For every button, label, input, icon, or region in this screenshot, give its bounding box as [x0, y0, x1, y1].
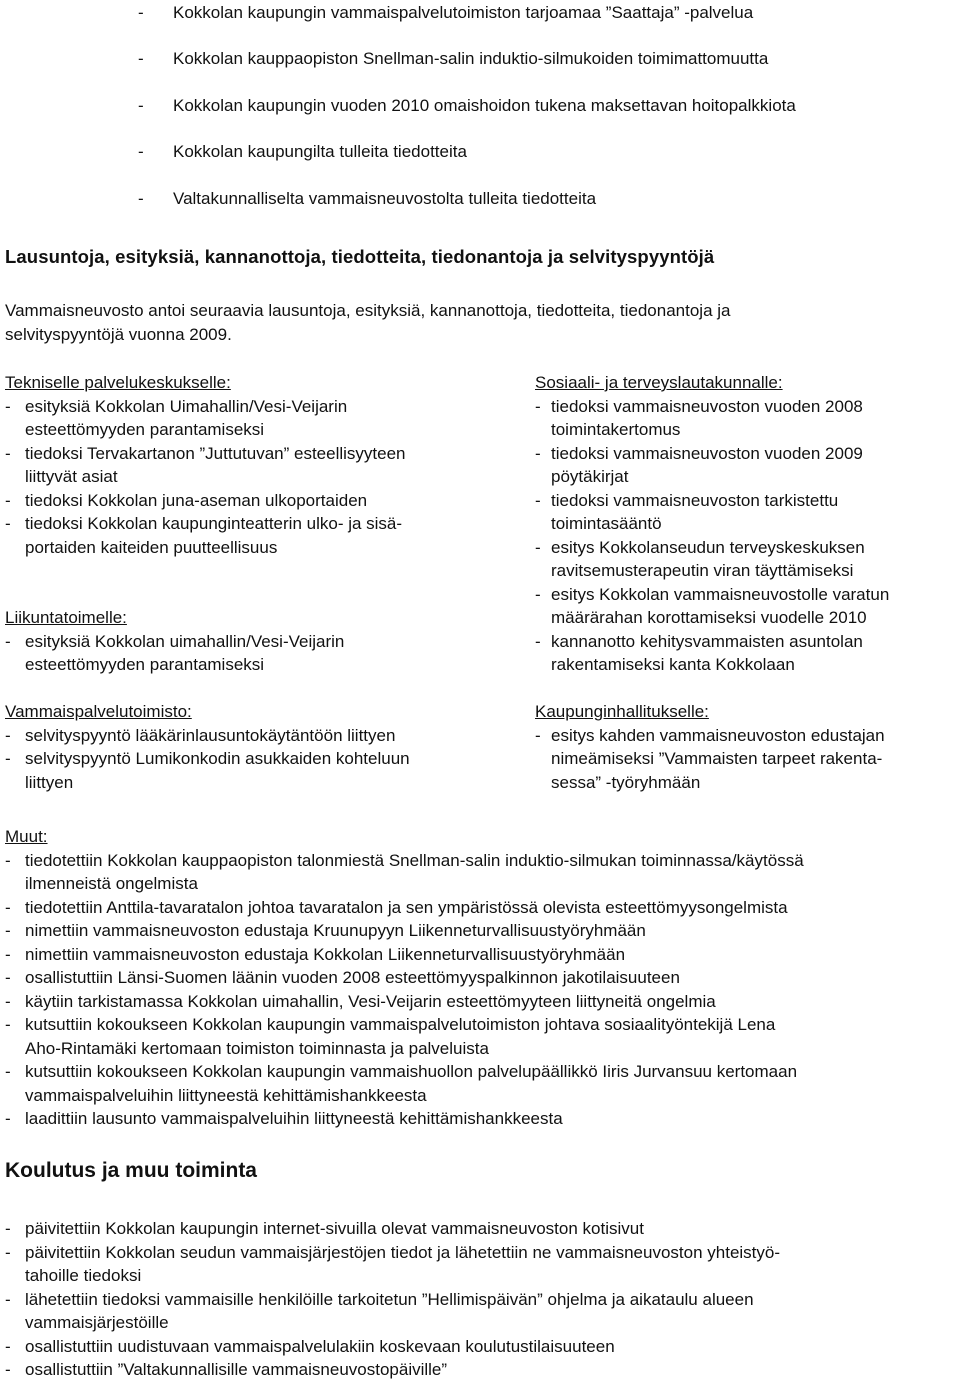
spacer [5, 677, 510, 701]
list-item [535, 536, 960, 583]
recipient-section [535, 700, 960, 794]
spacer [5, 559, 510, 606]
list-item-text: tiedoksi Tervakartanon ”Juttutuvan” esteellisyyteen liittyvät asiat [25, 443, 406, 486]
dash-bullet: - [5, 944, 11, 964]
list-item-text: lähetettiin tiedoksi vammaisille henkilöille tarkoitetun ”Hellimispäivän” ohjelma ja aikataulu alueen vammaisjärjestöille [25, 1289, 754, 1332]
dash-bullet: - [5, 1289, 11, 1309]
list-item [535, 583, 960, 630]
list-item [5, 1107, 960, 1131]
list-item [5, 512, 510, 559]
list-item-text: esityksiä Kokkolan uimahallin/Vesi-Veijarin esteettömyyden parantamiseksi [25, 631, 345, 674]
list-item-text: osallistuttiin ”Valtakunnallisille vammaisneuvostopäiville” [25, 1360, 448, 1379]
dash-bullet: - [5, 921, 11, 940]
dash-bullet: - [5, 631, 11, 651]
recipient-section [535, 371, 960, 677]
recipient-items [535, 724, 960, 795]
list-item [5, 747, 510, 794]
list-item [138, 140, 938, 186]
dash-bullet: - [5, 850, 11, 870]
recipient-title: Kaupunginhallitukselle: [535, 702, 709, 721]
other-section [5, 825, 960, 1131]
recipient-items [5, 630, 510, 677]
intro-line: selvityspyyntöjä vuonna 2009. [5, 324, 232, 344]
list-item [5, 1241, 960, 1288]
right-column [535, 371, 960, 794]
recipient-section [5, 700, 510, 794]
dash-bullet: - [535, 725, 541, 745]
recipient-items [5, 724, 510, 795]
other-title: Muut: [5, 827, 48, 846]
list-item-text: tiedotettiin Kokkolan kauppaopiston talonmiestä Snellman-salin induktio-silmukan toiminnassa/käytössä ilmenneistä ongelmista [25, 850, 804, 893]
dash-bullet: - [5, 1219, 11, 1238]
list-item-text: selvityspyyntö Lumikonkodin asukkaiden kohteluun liittyen [25, 749, 410, 792]
section-heading-training: Koulutus ja muu toiminta [5, 1159, 257, 1182]
recipient-title: Liikuntatoimelle: [5, 608, 127, 627]
dash-bullet: - [5, 1336, 11, 1356]
section-heading-statements: Lausuntoja, esityksiä, kannanottoja, tiedotteita, tiedonantoja ja selvityspyyntöjä [5, 246, 715, 267]
dash-bullet: - [138, 188, 144, 208]
dash-bullet: - [5, 514, 11, 533]
list-item [138, 1, 938, 47]
list-item-text: tiedoksi Kokkolan kaupunginteatterin ulko- ja sisä- portaiden kaiteiden puutteellisuus [25, 514, 403, 557]
list-item [5, 990, 960, 1014]
list-item-text: kutsuttiin kokoukseen Kokkolan kaupungin vammaishuollon palvelupäällikkö Iiris Jurvansuu kertomaan vammaispalveluihin liittyneestä kehittämishankkeesta [25, 1062, 798, 1105]
recipient-section [5, 606, 510, 677]
list-item [5, 1335, 960, 1359]
dash-bullet: - [535, 396, 541, 416]
other-items [5, 849, 960, 1131]
list-item [5, 943, 960, 967]
list-item-text: esitys Kokkolan vammaisneuvostolle varatun määrärahan korottamiseksi vuodelle 2010 [551, 584, 890, 627]
list-item-text: päivitettiin Kokkolan kaupungin internet-sivuilla olevat vammaisneuvoston kotisivut [25, 1219, 644, 1238]
list-item-text: tiedotettiin Anttila-tavaratalon johtoa tavaratalon ja sen ympäristössä olevista esteettömyysongelmista [25, 897, 788, 917]
dash-bullet: - [535, 584, 541, 604]
dash-bullet: - [535, 537, 541, 557]
recipient-items [535, 395, 960, 677]
list-item [5, 630, 510, 677]
list-item [5, 1288, 960, 1335]
list-item-text: tiedoksi vammaisneuvoston vuoden 2008 toimintakertomus [551, 396, 863, 439]
recipient-section [5, 371, 510, 559]
list-item [535, 442, 960, 489]
recipient-title: Vammaispalvelutoimisto: [5, 702, 192, 721]
dash-bullet: - [5, 396, 11, 416]
training-section [5, 1217, 960, 1382]
list-item-text: Kokkolan kaupungin vuoden 2010 omaishoidon tukena maksettavan hoitopalkkiota [173, 95, 796, 115]
dash-bullet: - [5, 725, 11, 745]
list-item-text: selvityspyyntö lääkärinlausuntokäytäntöön liittyen [25, 725, 396, 745]
dash-bullet: - [535, 631, 541, 651]
training-items [5, 1217, 960, 1382]
list-item [535, 395, 960, 442]
dash-bullet: - [138, 95, 144, 115]
list-item-text: kutsuttiin kokoukseen Kokkolan kaupungin vammaispalvelutoimiston johtava sosiaalityöntekijä Lena Aho-Rintamäki kertomaan toimiston toiminnasta ja palveluista [25, 1015, 776, 1058]
list-item [5, 1013, 960, 1060]
list-item-text: nimettiin vammaisneuvoston edustaja Kruunupyyn Liikenneturvallisuustyöryhmään [25, 921, 646, 940]
intro-paragraph [5, 299, 920, 346]
dash-bullet: - [535, 443, 541, 463]
left-column [5, 371, 510, 794]
list-item-text: esitys kahden vammaisneuvoston edustajan nimeämiseksi ”Vammaisten tarpeet rakenta- sessa” -työryhmään [551, 725, 885, 792]
list-item-text: kannanotto kehitysvammaisten asuntolan rakentamiseksi kanta Kokkolaan [551, 631, 863, 674]
list-item [5, 919, 960, 943]
list-item-text: Kokkolan kaupungin vammaispalvelutoimiston tarjoamaa ”Saattaja” -palvelua [173, 3, 754, 22]
dash-bullet: - [5, 1360, 11, 1379]
list-item-text: esitys Kokkolanseudun terveyskeskuksen ravitsemusterapeutin viran täyttämiseksi [551, 537, 865, 580]
dash-bullet: - [5, 1242, 11, 1262]
list-item [5, 1060, 960, 1107]
dash-bullet: - [138, 142, 144, 162]
list-item-text: nimettiin vammaisneuvoston edustaja Kokkolan Liikenneturvallisuustyöryhmään [25, 944, 626, 964]
list-item-text: osallistuttiin uudistuvaan vammaispalvelulakiin koskevaan koulutustilaisuuteen [25, 1336, 615, 1356]
list-item-text: tiedoksi vammaisneuvoston vuoden 2009 pöytäkirjat [551, 443, 863, 486]
list-item [535, 489, 960, 536]
recipient-title: Tekniselle palvelukeskukselle: [5, 373, 231, 392]
list-item-text: tiedoksi Kokkolan juna-aseman ulkoportaiden [25, 490, 368, 510]
list-item [5, 489, 510, 513]
list-item [5, 849, 960, 896]
recipient-items [5, 395, 510, 560]
dash-bullet: - [5, 968, 11, 987]
list-item [5, 442, 510, 489]
dash-bullet: - [5, 490, 11, 510]
dash-bullet: - [535, 490, 541, 510]
list-item [535, 630, 960, 677]
top-bullet-list [138, 1, 938, 233]
recipient-title: Sosiaali- ja terveyslautakunnalle: [535, 373, 783, 392]
list-item [5, 1358, 960, 1382]
list-item [138, 187, 938, 233]
list-item [5, 1217, 960, 1241]
spacer [535, 677, 960, 701]
dash-bullet: - [5, 749, 11, 768]
dash-bullet: - [138, 3, 144, 22]
dash-bullet: - [5, 1062, 11, 1081]
dash-bullet: - [5, 991, 11, 1011]
list-item-text: esityksiä Kokkolan Uimahallin/Vesi-Veijarin esteettömyyden parantamiseksi [25, 396, 348, 439]
dash-bullet: - [5, 897, 11, 917]
list-item-text: tiedoksi vammaisneuvoston tarkistettu toimintasääntö [551, 490, 839, 533]
list-item-text: päivitettiin Kokkolan seudun vammaisjärjestöjen tiedot ja lähetettiin ne vammaisneuvoston yhteistyö- tahoille tiedoksi [25, 1242, 781, 1285]
dash-bullet: - [138, 49, 144, 69]
list-item-text: käytiin tarkistamassa Kokkolan uimahallin, Vesi-Veijarin esteettömyyteen liittyneitä ongelmia [25, 991, 716, 1011]
list-item-text: laadittiin lausunto vammaispalveluihin liittyneestä kehittämishankkeesta [25, 1109, 563, 1128]
list-item-text: Kokkolan kauppaopiston Snellman-salin induktio-silmukoiden toimimattomuutta [173, 49, 769, 69]
list-item-text: Kokkolan kaupungilta tulleita tiedotteita [173, 142, 467, 162]
list-item [5, 966, 960, 990]
list-item [138, 47, 938, 93]
dash-bullet: - [5, 443, 11, 463]
intro-line: Vammaisneuvosto antoi seuraavia lausuntoja, esityksiä, kannanottoja, tiedotteita, tiedonantoja ja [5, 301, 731, 320]
list-item-text: Valtakunnalliselta vammaisneuvostolta tulleita tiedotteita [173, 188, 597, 208]
list-item [5, 395, 510, 442]
list-item [5, 896, 960, 920]
dash-bullet: - [5, 1015, 11, 1034]
list-item [138, 94, 938, 140]
list-item [535, 724, 960, 795]
dash-bullet: - [5, 1109, 11, 1128]
list-item [5, 724, 510, 748]
list-item-text: osallistuttiin Länsi-Suomen läänin vuoden 2008 esteettömyyspalkinnon jakotilaisuuteen [25, 968, 680, 987]
